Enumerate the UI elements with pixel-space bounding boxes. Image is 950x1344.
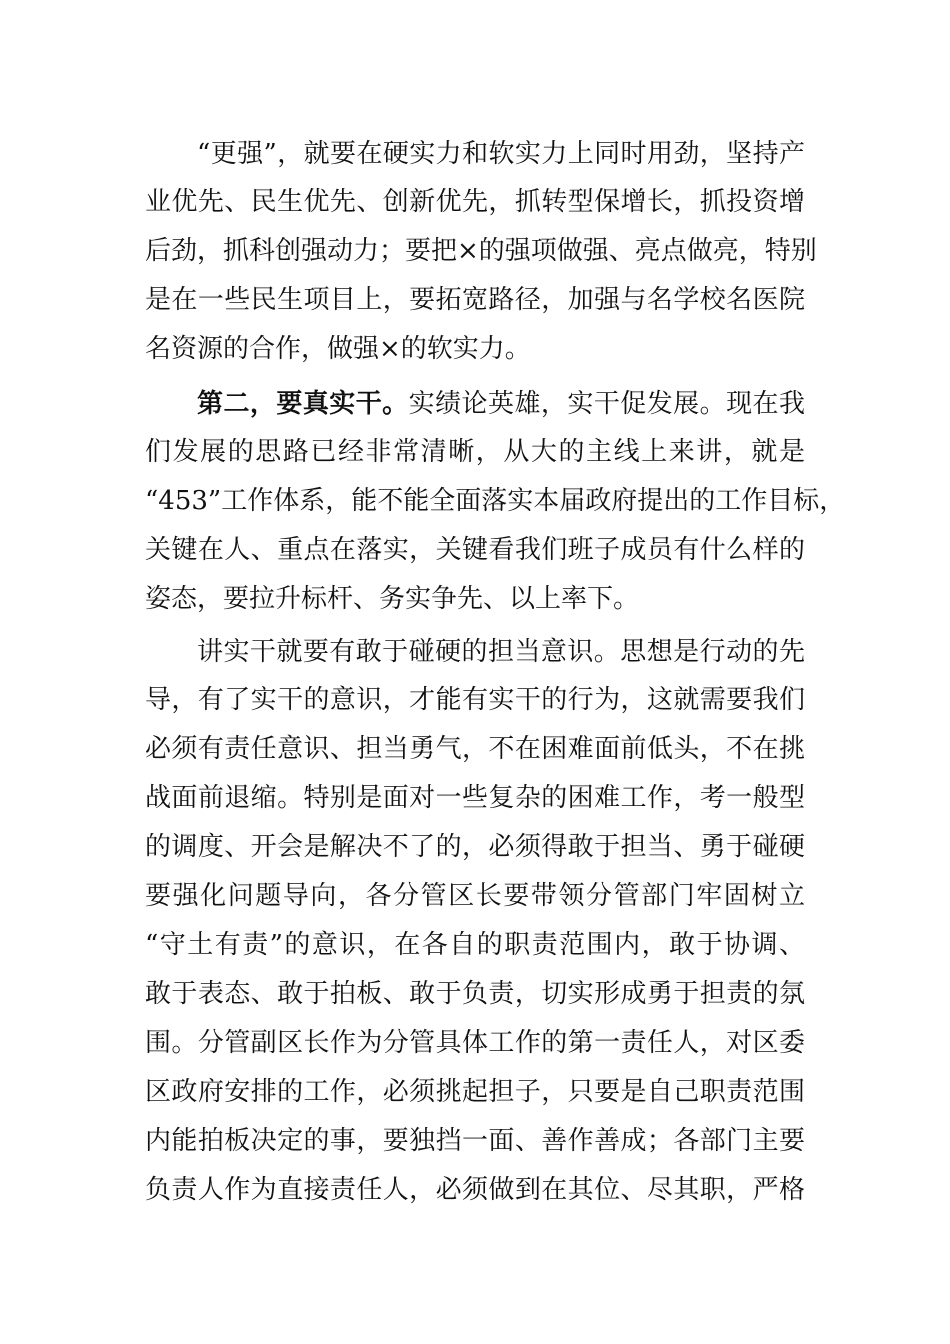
paragraph-2-line-3: “453”工作体系，能不能全面落实本届政府提出的工作目标， xyxy=(145,486,846,516)
paragraph-3-line-12: 负责人作为直接责任人，必须做到在其位、尽其职，严格 xyxy=(145,1175,805,1205)
paragraph-3-line-9: 围。分管副区长作为分管具体工作的第一责任人，对区委 xyxy=(145,1028,805,1058)
paragraph-3-line-7: “守土有责”的意识，在各自的职责范围内，敢于协调、 xyxy=(145,930,805,960)
paragraph-2-line-1-text: 实绩论英雄，实干促发展。现在我 xyxy=(408,389,805,419)
paragraph-2-line-2: 们发展的思路已经非常清晰，从大的主线上来讲，就是 xyxy=(145,437,805,467)
paragraph-3-line-6: 要强化问题导向，各分管区长要带领分管部门牢固树立 xyxy=(145,881,805,911)
paragraph-2-line-5: 姿态，要拉升标杆、务实争先、以上率下。 xyxy=(145,584,640,614)
paragraph-2-line-4: 关键在人、重点在落实，关键看我们班子成员有什么样的 xyxy=(145,535,805,565)
paragraph-3-line-11: 内能拍板决定的事，要独挡一面、善作善成；各部门主要 xyxy=(145,1126,805,1156)
paragraph-3-line-3: 必须有责任意识、担当勇气，不在困难面前低头，不在挑 xyxy=(145,734,805,764)
paragraph-3-line-8: 敢于表态、敢于拍板、敢于负责，切实形成勇于担责的氛 xyxy=(145,979,805,1009)
paragraph-3-line-4: 战面前退缩。特别是面对一些复杂的困难工作，考一般型 xyxy=(145,783,805,813)
paragraph-3-line-2: 导，有了实干的意识，才能有实干的行为，这就需要我们 xyxy=(145,685,805,715)
paragraph-1-line-4: 是在一些民生项目上，要拓宽路径，加强与名学校名医院 xyxy=(145,285,805,315)
paragraph-1-line-1: “更强”，就要在硬实力和软实力上同时用劲，坚持产 xyxy=(197,139,805,169)
paragraph-3-line-10: 区政府安排的工作，必须挑起担子，只要是自己职责范围 xyxy=(145,1077,805,1107)
paragraph-1-line-5: 名资源的合作，做强×的软实力。 xyxy=(145,334,531,364)
paragraph-1-line-2: 业优先、民生优先、创新优先，抓转型保增长，抓投资增 xyxy=(145,187,805,217)
section-heading: 第二，要真实干。 xyxy=(197,389,409,419)
paragraph-3-line-1: 讲实干就要有敢于碰硬的担当意识。思想是行动的先 xyxy=(197,637,805,667)
paragraph-1-line-3: 后劲，抓科创强动力；要把×的强项做强、亮点做亮，特别 xyxy=(145,236,817,266)
paragraph-3-line-5: 的调度、开会是解决不了的，必须得敢于担当、勇于碰硬 xyxy=(145,832,805,862)
paragraph-2-line-1 xyxy=(197,384,805,424)
